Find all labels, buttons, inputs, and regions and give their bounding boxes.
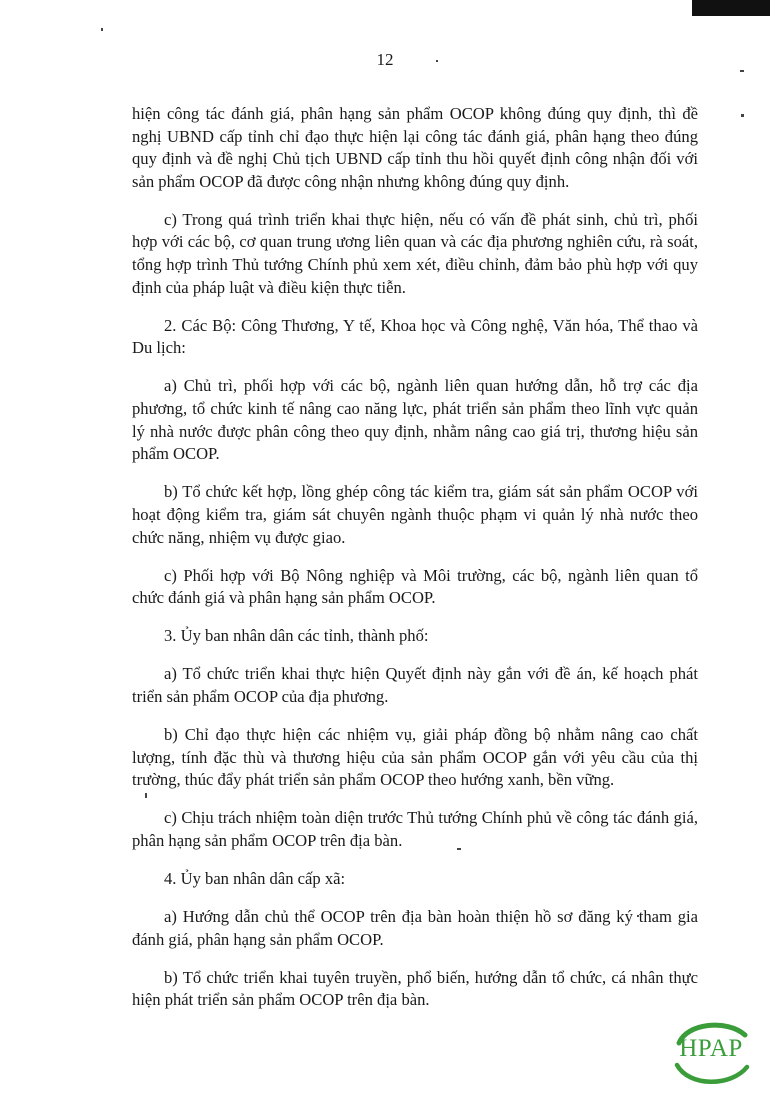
document-body bbox=[132, 103, 698, 1028]
scan-speck bbox=[741, 114, 744, 117]
paragraph: c) Phối hợp với Bộ Nông nghiệp và Môi trường, các bộ, ngành liên quan tổ chức đánh giá và phân hạng sản phẩm OCOP. bbox=[132, 565, 698, 608]
paragraph: b) Chỉ đạo thực hiện các nhiệm vụ, giải pháp đồng bộ nhằm nâng cao chất lượng, tính đặc thù và thương hiệu của sản phẩm OCOP gắn với yêu cầu của thị trường, thúc đẩy phát triển sản phẩm OCOP theo hướng xanh, bền vững. bbox=[132, 725, 698, 790]
section-heading: 2. Các Bộ: Công Thương, Y tế, Khoa học và Công nghệ, Văn hóa, Thể thao và Du lịch: bbox=[132, 315, 698, 358]
paragraph: b) Tổ chức triển khai tuyên truyền, phổ biến, hướng dẫn tổ chức, cá nhân thực hiện phát triển sản phẩm OCOP trên địa bàn. bbox=[132, 967, 698, 1010]
scan-speck bbox=[101, 28, 103, 31]
paragraph: hiện công tác đánh giá, phân hạng sản phẩm OCOP không đúng quy định, thì đề nghị UBND cấp tỉnh chỉ đạo thực hiện lại công tác đánh giá, phân hạng theo đúng quy định và đề nghị Chủ tịch UBND cấp tỉnh thu hồi quyết định công nhận đối với sản phẩm OCOP đã được công nhận nhưng không đúng quy định. bbox=[132, 104, 698, 191]
paragraph: c) Trong quá trình triển khai thực hiện, nếu có vấn đề phát sinh, chủ trì, phối hợp với các bộ, cơ quan trung ương liên quan và các địa phương nghiên cứu, rà soát, tổng hợp trình Thủ tướng Chính phủ xem xét, điều chỉnh, đảm bảo phù hợp với quy định của pháp luật và điều kiện thực tiễn. bbox=[132, 209, 698, 297]
paragraph: a) Chủ trì, phối hợp với các bộ, ngành liên quan hướng dẫn, hỗ trợ các địa phương, tổ chức kinh tế nâng cao năng lực, phát triển sản phẩm theo lĩnh vực quản lý nhà nước được phân công theo quy định, nhằm nâng cao giá trị, thương hiệu sản phẩm OCOP. bbox=[132, 376, 698, 464]
scan-corner-mark bbox=[692, 0, 770, 16]
section-heading: 4. Ủy ban nhân dân cấp xã: bbox=[164, 869, 346, 889]
section-heading: 3. Ủy ban nhân dân các tỉnh, thành phố: bbox=[164, 626, 429, 646]
paragraph: b) Tổ chức kết hợp, lồng ghép công tác kiểm tra, giám sát sản phẩm OCOP với hoạt động kiểm tra, giám sát chuyên ngành thuộc phạm vi quản lý nhà nước theo chức năng, nhiệm vụ được giao. bbox=[132, 482, 698, 547]
scan-speck bbox=[740, 70, 744, 72]
paragraph: c) Chịu trách nhiệm toàn diện trước Thủ tướng Chính phủ về công tác đánh giá, phân hạng sản phẩm OCOP trên địa bàn. bbox=[132, 808, 698, 850]
paragraph: a) Tổ chức triển khai thực hiện Quyết định này gắn với đề án, kế hoạch phát triển sản phẩm OCOP của địa phương. bbox=[132, 664, 698, 706]
paragraph: a) Hướng dẫn chủ thể OCOP trên địa bàn hoàn thiện hồ sơ đăng ký tham gia đánh giá, phân hạng sản phẩm OCOP. bbox=[132, 907, 698, 949]
logo-text: HPAP bbox=[679, 1035, 743, 1062]
hpap-logo bbox=[665, 1017, 757, 1089]
page-number: 12 bbox=[376, 50, 394, 69]
